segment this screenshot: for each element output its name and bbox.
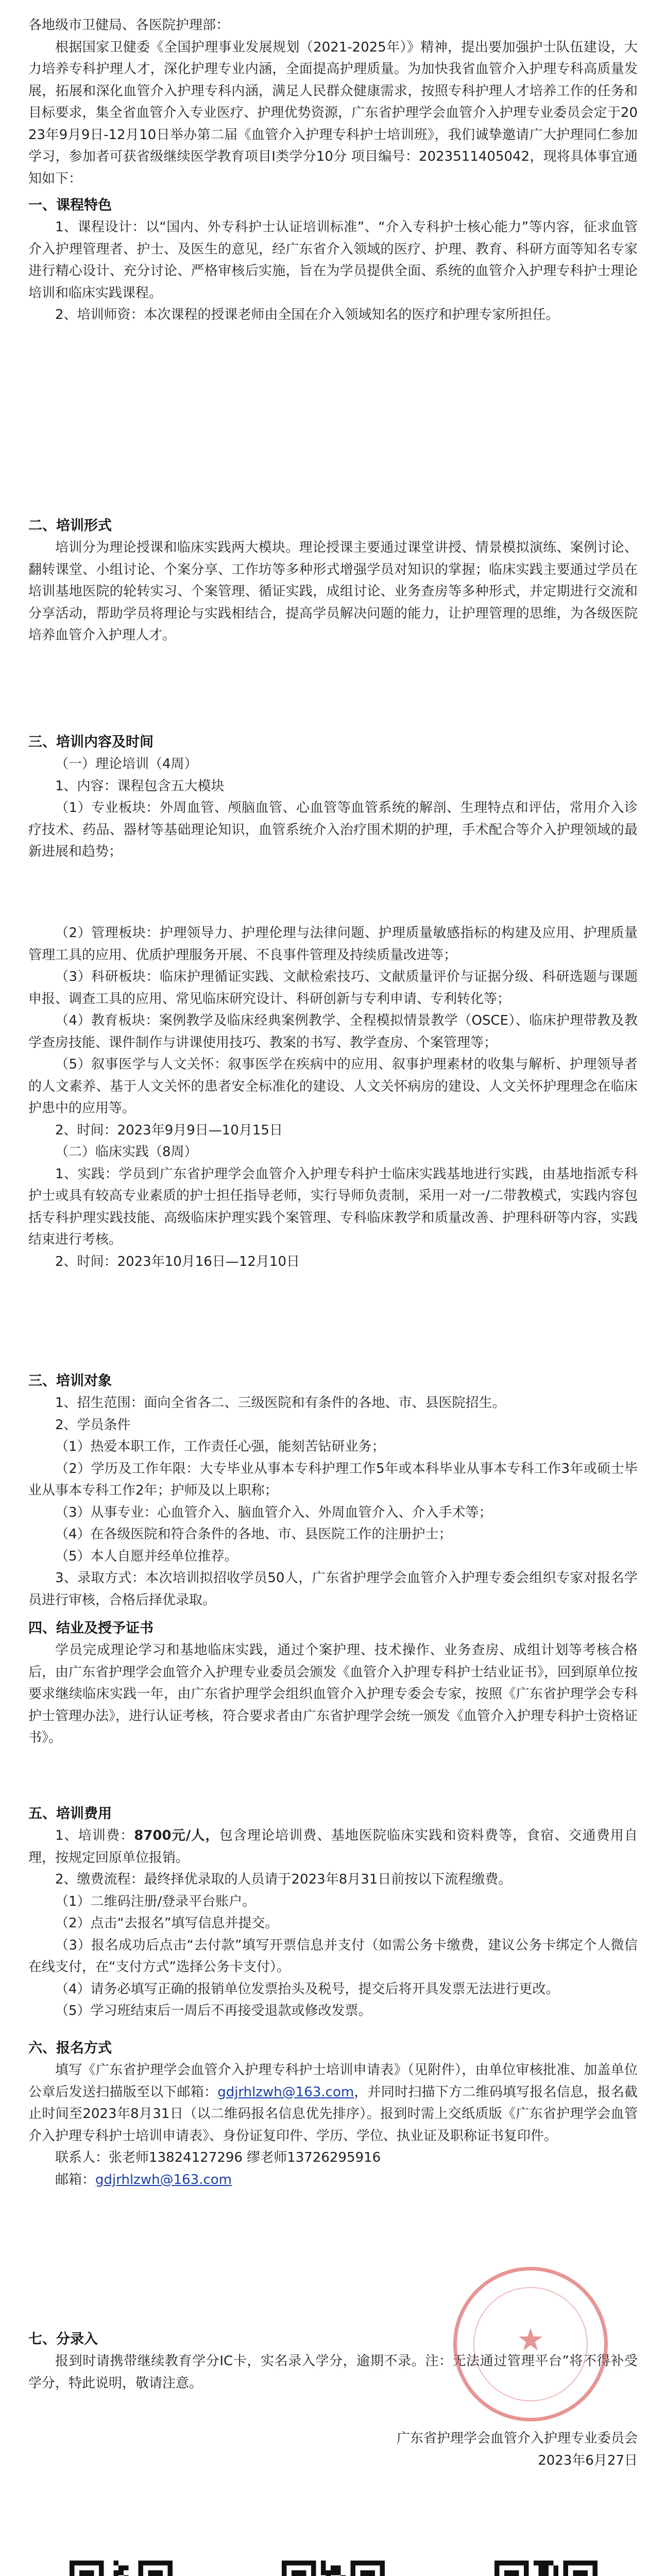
enrollment-scope: 1、招生范围：面向全省各二、三级医院和有条件的各地、市、县医院招生。 xyxy=(55,1395,506,1411)
section-training-format xyxy=(28,515,638,647)
registration-text-cont: ，并同时扫描下方二维码填写报名信息，报名截止时间至2023年8月31日（以二维码报名信息优先排序）。报到时需上交纸质版《广东省护理学会血管介入护理专科护士培训申请表》、身份证复印件、学历、学位、执业证及职称证书复印件。 xyxy=(28,2084,638,2144)
section-content-modules xyxy=(28,922,638,1273)
module-narrative-medicine: （5）叙事医学与人文关怀：叙事医学在疾病中的应用、叙事护理素材的收集与解析、护理领导者的人文素养、基于人文关怀的患者安全标准化的建设、人文关怀病房的建设、人文关怀护理理念在临床护患中的应用等。 xyxy=(28,1057,638,1116)
certificate-paragraph: 学员完成理论学习和基地临床实践，通过个案护理、技术操作、业务查房、成组计划等考核合格后，由广东省护理学会血管介入护理专业委员会颁发《血管介入护理专科护士结业证书》，回到原单位按要求继续临床实践一年，由广东省护理学会组织血管介入护理专委会专家，按照《广东省护理学会专科护士管理办法》，进行认证考核，符合要求者由广东省护理学会统一颁发《血管介入护理专科护士资格证书》。 xyxy=(28,1642,638,1745)
module-professional: （1）专业板块：外周血管、颅脑血管、心血管等血管系统的解剖、生理特点和评估，常用介入诊疗技术、药品、器材等基础理论知识，血管系统介入治疗围术期的护理，手术配合等介入护理领域的最新进展和趋势； xyxy=(28,800,638,859)
section-heading: 五、培训费用 xyxy=(28,1806,112,1822)
training-format-paragraph: 培训分为理论授课和临床实践两大模块。理论授课主要通过课堂讲授、情景模拟演练、案例讨论、翻转课堂、小组讨论、个案分享、工作坊等多种形式增强学员对知识的掌握；临床实践主要通过学员在培训基地医院的轮转实习、个案管理、循证实践，成组讨论、业务查房等多种形式，并定期进行交流和分享活动，帮助学员将理论与实践相结合，提高学员解决问题的能力，让护理管理的思维，为各级医院培养血管介入护理人才。 xyxy=(28,540,638,643)
fee-suffix: 包含理论培训费、基地医院临床实践和资料费等，食宿、交通费用自理，按规定回原单位报销。 xyxy=(28,1828,638,1866)
module-education: （4）教育板块：案例教学及临床经典案例教学、全程模拟情景教学（OSCE）、临床护理带教及教学查房技能、课件制作与讲课使用技巧、教案的书写、教学查房、个案管理等； xyxy=(28,1013,638,1050)
condition-item: （4）在各级医院和符合条件的各地、市、县医院工作的注册护士； xyxy=(55,1527,452,1542)
payment-step: （5）学习班结束后一周后不再接受退款或修改发票。 xyxy=(55,2003,372,2019)
email-label: 邮箱： xyxy=(55,2172,96,2188)
module-management: （2）管理板块：护理领导力、护理伦理与法律问题、护理质量敏感指标的构建及应用、护理质量管理工具的应用、优质护理服务开展、不良事件管理及持续质量改进等； xyxy=(28,925,638,963)
payment-qr-code[interactable] xyxy=(494,2561,597,2576)
section-heading: 四、结业及授予证书 xyxy=(28,1620,153,1636)
section-course-features xyxy=(28,195,638,326)
content-title: 1、内容：课程包含五大模块 xyxy=(55,778,225,794)
faculty-paragraph: 2、培训师资：本次课程的授课老师由全国在介入领域知名的医疗和护理专家所担任。 xyxy=(55,307,559,323)
signature-date: 2023年6月27日 xyxy=(538,2452,638,2468)
registration-email-link[interactable]: gdjrhlzwh@163.com xyxy=(217,2084,354,2100)
module-research: （3）科研板块：临床护理循证实践、文献检索技巧、文献质量评价与证据分级、科研选题与课题申报、调查工具的应用、常见临床研究设计、科研创新与专利申请、专利转化等； xyxy=(28,969,638,1007)
section-certificate xyxy=(28,1618,638,1749)
seal-star-icon: ★ xyxy=(517,2322,544,2358)
intro-paragraph: 根据国家卫健委《全国护理事业发展规划（2021-2025年）》精神，提出要加强护士队伍建设，大力培养专科护理人才，深化护理专业内涵，全面提高护理质量。为加快我省血管介入护理专科高质量发展，拓展和深化血管介入护理专科内涵，满足人民群众健康需求，按照专科护理人才培养工作的任务和目标要求，集全省血管介入专业医疗、护理优势资源，广东省护理学会血管介入护理专业委员会定于2023年9月9日-12月10日举办第二届《血管介入护理专科护士培训班》，我们诚挚邀请广大护理同仁参加学习，参加者可获省级继续医学教育项目Ⅰ类学分10分 项目编号：2023511405042，现将具体事宜通知如下： xyxy=(28,39,638,187)
registration-text: 填写《广东省护理学会血管介入护理专科护士培训申请表》（见附件），由单位审核批准、加盖单位公章后发送扫描版至以下邮箱： xyxy=(28,2062,638,2100)
download-form-qr-code[interactable] xyxy=(282,2561,385,2576)
admission-method: 3、录取方式：本次培训拟招收学员50人，广东省护理学会血管介入护理专委会组织专家对报名学员进行审核，合格后择优录取。 xyxy=(28,1570,638,1608)
section-heading: 三、培训内容及时间 xyxy=(28,734,153,750)
trainee-conditions-title: 2、学员条件 xyxy=(55,1417,131,1433)
section-registration xyxy=(28,2038,638,2191)
condition-item: （1）热爱本职工作，工作责任心强，能刻苦钻研业务； xyxy=(55,1439,385,1454)
section-heading: 七、分录入 xyxy=(28,2331,98,2347)
condition-item: （5）本人自愿并经单位推荐。 xyxy=(55,1548,238,1564)
section-heading: 一、课程特色 xyxy=(28,197,112,213)
signature-block xyxy=(28,2428,638,2471)
section-heading: 三、培训对象 xyxy=(28,1373,112,1389)
contact-persons: 联系人：张老师13824127296 缪老师13726295916 xyxy=(55,2150,381,2165)
registration-paragraph xyxy=(28,2059,638,2147)
intro-block xyxy=(28,14,638,190)
section-heading: 六、报名方式 xyxy=(28,2040,112,2056)
section-fees xyxy=(28,1803,638,2022)
clinical-time: 2、时间：2023年10月16日—12月10日 xyxy=(55,1253,300,1269)
theory-time: 2、时间：2023年9月9日—10月15日 xyxy=(55,1122,283,1138)
payment-step: （2）点击“去报名”填写信息并提交。 xyxy=(55,1916,279,1931)
email-link[interactable]: gdjrhlzwh@163.com xyxy=(95,2172,232,2188)
clinical-practice-paragraph: 1、实践：学员到广东省护理学会血管介入护理专科护士临床实践基地进行实践，由基地指派专科护士或具有较高专业素质的护士担任指导老师，实行导师负责制，采用一对一/二带教模式，实践内容包括专科护理实践技能、高级临床护理实践个案管理、专科临床教学和质量改善、护理科研等内容，实践结束进行考核。 xyxy=(28,1166,638,1247)
condition-item: （3）从事专业：心血管介入、脑血管介入、外周血管介入、介入手术等； xyxy=(55,1504,492,1520)
fee-prefix: 1、培训费： xyxy=(55,1828,134,1843)
official-seal xyxy=(453,2267,608,2421)
clinical-practice-title: （二）临床实践（8周） xyxy=(55,1144,198,1160)
payment-step: （4）请务必填写正确的报销单位发票抬头及税号，提交后将开具发票无法进行更改。 xyxy=(55,1981,559,1997)
course-design-paragraph: 1、课程设计：以“国内、外专科护士认证培训标准”、“介入专科护士核心能力”等内容，征求血管介入护理管理者、护士、及医生的意见，经广东省介入领域的医疗、护理、教育、科研方面等知名专家进行精心设计、充分讨论、严格审核后实施，旨在为学员提供全面、系统的血管介入护理专科护士理论培训和临床实践课程。 xyxy=(28,219,638,301)
section-trainees xyxy=(28,1370,638,1611)
section-heading: 二、培训形式 xyxy=(28,518,112,534)
condition-item: （2）学历及工作年限：大专毕业从事本专科护理工作5年或本科毕业从事本专科工作3年或硕士毕业从事本专科工作2年；护师及以上职称； xyxy=(28,1461,638,1498)
payment-step: （1）二维码注册/登录平台账户。 xyxy=(55,1893,256,1909)
section-content-and-time xyxy=(28,732,638,863)
payment-step: （3）报名成功后点击“去付款”填写开票信息并支付（如需公务卡缴费，建议公务卡绑定个人微信在线支付，在“支付方式”选择公务卡支付）。 xyxy=(28,1937,638,1975)
email-line xyxy=(28,2169,638,2191)
payment-process-intro: 2、缴费流程：最终择优录取的人员请于2023年8月31日前按以下流程缴费。 xyxy=(55,1872,512,1887)
fee-paragraph xyxy=(28,1825,638,1869)
registration-qr-code[interactable] xyxy=(70,2561,173,2576)
signature-org: 广东省护理学会血管介入护理专业委员会 xyxy=(396,2431,638,2446)
salutation: 各地级市卫健局、各医院护理部： xyxy=(28,18,230,33)
fee-amount: 8700元/人， xyxy=(134,1828,219,1843)
credits-paragraph: 报到时请携带继续教育学分IC卡，实名录入学分，逾期不录。注：无法通过管理平台”将不得补受学分，特此说明，敬请注意。 xyxy=(28,2353,638,2391)
theory-training-title: （一）理论培训（4周） xyxy=(55,756,198,772)
